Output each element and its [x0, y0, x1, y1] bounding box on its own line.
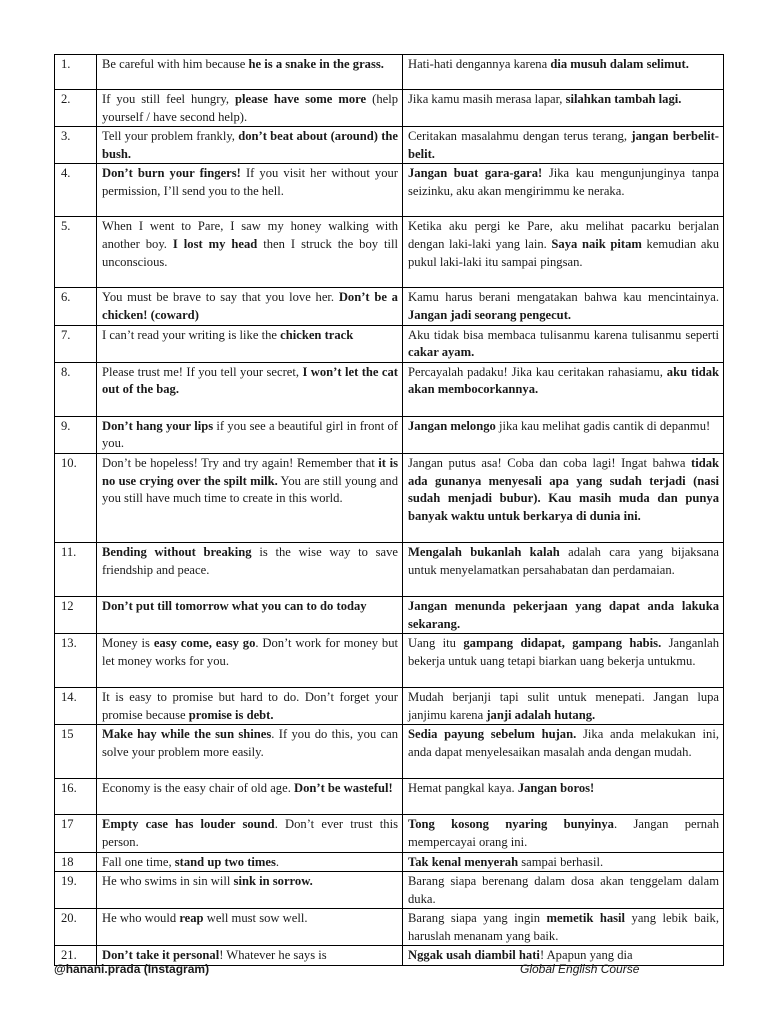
english-idiom-cell	[97, 55, 403, 90]
plain-text: Economy is the easy chair of old age.	[102, 781, 294, 796]
indonesian-translation-cell	[403, 127, 724, 164]
bold-idiom-phrase: Sedia payung sebelum hujan.	[408, 727, 577, 742]
bold-idiom-phrase: I lost my head	[172, 236, 258, 251]
row-number: 17	[55, 815, 97, 852]
table-row	[55, 909, 724, 946]
plain-text: Don’t be hopeless! Try and try again! Remember that	[102, 455, 379, 470]
indonesian-translation-cell	[403, 362, 724, 416]
table-row	[55, 779, 724, 815]
english-idiom-cell	[97, 725, 403, 779]
plain-text: When I went to Pare, I saw my honey walking with another boy.	[102, 219, 398, 251]
plain-text: ! Apapun yang dia	[539, 948, 633, 963]
table-row	[55, 288, 724, 325]
bold-idiom-phrase: Don’t burn your fingers!	[102, 166, 241, 181]
table-row	[55, 688, 724, 725]
row-number: 3.	[55, 127, 97, 164]
bold-idiom-phrase: please have some more	[235, 92, 367, 106]
plain-text: . Jangan pernah mempercayai orang ini.	[408, 817, 719, 849]
plain-text: Money is	[102, 636, 154, 651]
row-number: 14.	[55, 688, 97, 725]
indonesian-translation-cell	[403, 725, 724, 779]
indonesian-translation-cell	[403, 542, 724, 596]
bold-idiom-phrase: dia musuh dalam selimut.	[550, 57, 689, 71]
indonesian-translation-cell	[403, 852, 724, 872]
row-number: 19.	[55, 872, 97, 909]
plain-text: Please trust me! If you tell your secret,	[102, 364, 303, 379]
bold-idiom-phrase: Jangan buat gara-gara!	[408, 166, 543, 181]
plain-text: if you see a beautiful girl in front of you.	[102, 418, 398, 451]
page-footer	[54, 962, 714, 980]
indonesian-translation-cell	[403, 55, 724, 90]
table-row	[55, 164, 724, 217]
bold-idiom-phrase: don’t beat about (around) the bush.	[102, 129, 398, 161]
bold-idiom-phrase: silahkan tambah lagi.	[565, 92, 682, 106]
row-number: 8.	[55, 362, 97, 416]
indonesian-translation-cell	[403, 688, 724, 725]
english-idiom-cell	[97, 217, 403, 288]
plain-text: . If you do this, you can solve your problem more easily.	[102, 727, 398, 759]
indonesian-translation-cell	[403, 634, 724, 688]
bold-idiom-phrase: chicken track	[280, 327, 354, 342]
row-number: 16.	[55, 779, 97, 815]
table-row	[55, 325, 724, 362]
indonesian-translation-cell	[403, 217, 724, 288]
plain-text: adalah cara yang bijaksana untuk menyelamatkan persahabatan dan perdamaian.	[408, 544, 719, 577]
english-idiom-cell	[97, 779, 403, 815]
bold-idiom-phrase: Nggak usah diambil hati	[408, 948, 540, 963]
plain-text: You must be brave to say that you love her.	[102, 290, 339, 305]
plain-text: yang lebik baik, haruslah menanam yang baik.	[408, 911, 719, 943]
bold-idiom-phrase: reap	[179, 911, 204, 926]
bold-idiom-phrase: I won’t let the cat out of the bag.	[102, 364, 398, 397]
row-number: 11.	[55, 542, 97, 596]
english-idiom-cell	[97, 688, 403, 725]
plain-text: If you visit her without your permission, I’ll send you to the hell.	[102, 166, 399, 198]
row-number: 15	[55, 725, 97, 779]
plain-text: Aku tidak bisa membaca tulisanmu karena tulisanmu seperti	[408, 327, 719, 342]
english-idiom-cell	[97, 542, 403, 596]
plain-text: is the wise way to save friendship and peace.	[102, 544, 399, 577]
bold-idiom-phrase: aku tidak akan membocorkannya.	[408, 364, 719, 397]
table-row	[55, 453, 724, 542]
english-idiom-cell	[97, 596, 403, 633]
bold-idiom-phrase: Empty case has louder sound	[102, 817, 275, 832]
plain-text: He who would	[102, 911, 180, 926]
bold-idiom-phrase: promise is debt.	[188, 707, 274, 722]
plain-text: jika kau melihat gadis cantik di depanmu!	[495, 418, 711, 433]
plain-text: Tell your problem frankly,	[102, 129, 239, 144]
document-page	[54, 54, 720, 966]
plain-text: Janganlah bekerja untuk uang tetapi biarkan uang bekerja untukmu.	[408, 636, 720, 668]
plain-text: Hati-hati dengannya karena	[408, 57, 551, 71]
english-idiom-cell	[97, 453, 403, 542]
bold-idiom-phrase: Mengalah bukanlah kalah	[408, 544, 560, 559]
bold-idiom-phrase: tidak ada gunanya menyesali apa yang sudah terjadi (nasi sudah menjadi bubur). Kau masih muda dan punya banyak waktu untuk berkarya di dunia ini.	[408, 455, 719, 523]
plain-text: He who swims in sin will	[102, 874, 234, 889]
row-number: 1.	[55, 55, 97, 90]
plain-text: If you still feel hungry,	[102, 92, 236, 106]
table-row	[55, 127, 724, 164]
plain-text: Barang siapa berenang dalam dosa akan tenggelam dalam duka.	[408, 874, 719, 906]
plain-text: Jika kau mengunjunginya tanpa seizinku, aku akan mengirimmu ke neraka.	[408, 166, 719, 198]
plain-text: (help yourself / have second help).	[102, 92, 398, 124]
plain-text: . Don’t ever trust this person.	[102, 817, 398, 849]
indonesian-translation-cell	[403, 288, 724, 325]
plain-text: Be careful with him because	[102, 57, 249, 71]
english-idiom-cell	[97, 909, 403, 946]
table-row	[55, 362, 724, 416]
english-idiom-cell	[97, 288, 403, 325]
indonesian-translation-cell	[403, 909, 724, 946]
plain-text: Barang siapa yang ingin	[408, 911, 547, 926]
plain-text: Ceritakan masalahmu dengan terus terang,	[408, 129, 632, 144]
indonesian-translation-cell	[403, 325, 724, 362]
row-number: 5.	[55, 217, 97, 288]
plain-text: It is easy to promise but hard to do. Don’t forget your promise because	[102, 690, 398, 722]
table-row	[55, 815, 724, 852]
plain-text: .	[275, 854, 280, 869]
bold-idiom-phrase: Bending without breaking	[102, 544, 252, 559]
row-number: 7.	[55, 325, 97, 362]
row-number: 9.	[55, 416, 97, 453]
bold-idiom-phrase: Jangan melongo	[408, 418, 496, 433]
indonesian-translation-cell	[403, 90, 724, 127]
row-number: 13.	[55, 634, 97, 688]
plain-text: well must sow well.	[203, 911, 308, 926]
indonesian-translation-cell	[403, 815, 724, 852]
english-idiom-cell	[97, 416, 403, 453]
plain-text: Jika anda melakukan ini, anda dapat menyelesaikan masalah anda dengan mudah.	[408, 727, 719, 759]
plain-text: kemudian aku pukul laki-laki itu sampai pingsan.	[408, 236, 719, 269]
plain-text: Uang itu	[408, 636, 464, 651]
row-number: 21.	[55, 946, 97, 966]
bold-idiom-phrase: Tong kosong nyaring bunyinya	[408, 817, 614, 832]
table-row	[55, 596, 724, 633]
bold-idiom-phrase: gampang didapat, gampang habis.	[463, 636, 662, 651]
row-number: 20.	[55, 909, 97, 946]
plain-text: I can’t read your writing is like the	[102, 327, 281, 342]
table-row	[55, 55, 724, 90]
idiom-table	[54, 54, 724, 966]
bold-idiom-phrase: Tak kenal menyerah	[408, 854, 519, 869]
bold-idiom-phrase: Don’t hang your lips	[102, 418, 214, 433]
indonesian-translation-cell	[403, 779, 724, 815]
bold-idiom-phrase: Jangan menunda pekerjaan yang dapat anda lakuka sekarang.	[408, 598, 719, 631]
bold-idiom-phrase: Jangan jadi seorang pengecut.	[408, 307, 572, 322]
table-row	[55, 852, 724, 872]
plain-text: sampai berhasil.	[518, 854, 604, 869]
row-number: 6.	[55, 288, 97, 325]
table-row	[55, 416, 724, 453]
row-number: 10.	[55, 453, 97, 542]
indonesian-translation-cell	[403, 416, 724, 453]
english-idiom-cell	[97, 815, 403, 852]
table-row	[55, 217, 724, 288]
row-number: 18	[55, 852, 97, 872]
table-row	[55, 90, 724, 127]
plain-text: Kamu harus berani mengatakan bahwa kau mencintainya.	[408, 290, 719, 305]
table-row	[55, 542, 724, 596]
footer-instagram-handle: @hanani.prada (Instagram)	[54, 962, 210, 976]
bold-idiom-phrase: Saya naik pitam	[551, 236, 642, 251]
plain-text: Fall one time,	[102, 854, 175, 869]
english-idiom-cell	[97, 852, 403, 872]
table-row	[55, 872, 724, 909]
plain-text: Percayalah padaku! Jika kau ceritakan rahasiamu,	[408, 364, 667, 379]
bold-idiom-phrase: he is a snake in the grass.	[248, 57, 384, 71]
bold-idiom-phrase: easy come, easy go	[153, 636, 256, 651]
english-idiom-cell	[97, 362, 403, 416]
bold-idiom-phrase: sink in sorrow.	[233, 874, 313, 889]
bold-idiom-phrase: cakar ayam.	[408, 345, 475, 360]
bold-idiom-phrase: Don’t be wasteful!	[294, 781, 393, 796]
bold-idiom-phrase: Don’t be a chicken! (coward)	[102, 290, 398, 322]
indonesian-translation-cell	[403, 453, 724, 542]
plain-text: then I struck the boy till unconscious.	[102, 236, 399, 269]
english-idiom-cell	[97, 90, 403, 127]
indonesian-translation-cell	[403, 596, 724, 633]
plain-text: Mudah berjanji tapi sulit untuk menepati. Jangan lupa janjimu karena	[408, 690, 719, 722]
bold-idiom-phrase: Don’t take it personal	[102, 948, 220, 963]
english-idiom-cell	[97, 872, 403, 909]
bold-idiom-phrase: stand up two times	[174, 854, 276, 869]
row-number: 12	[55, 596, 97, 633]
english-idiom-cell	[97, 127, 403, 164]
bold-idiom-phrase: Jangan boros!	[517, 781, 595, 796]
bold-idiom-phrase: it is no use crying over the spilt milk.	[102, 455, 398, 488]
bold-idiom-phrase: janji adalah hutang.	[486, 707, 596, 722]
plain-text: Hemat pangkal kaya.	[408, 781, 518, 796]
indonesian-translation-cell	[403, 872, 724, 909]
english-idiom-cell	[97, 325, 403, 362]
table-row	[55, 634, 724, 688]
row-number: 4.	[55, 164, 97, 217]
bold-idiom-phrase: jangan berbelit-belit.	[408, 129, 720, 161]
bold-idiom-phrase: memetik hasil	[546, 911, 626, 926]
plain-text: Jangan putus asa! Coba dan coba lagi! Ingat bahwa	[408, 455, 691, 470]
plain-text: ! Whatever he says is	[219, 948, 327, 963]
table-row	[55, 725, 724, 779]
plain-text: . Don’t work for money but let money works for you.	[102, 636, 399, 668]
footer-course-name: Global English Course	[520, 962, 640, 976]
plain-text: Jika kamu masih merasa lapar,	[408, 92, 566, 106]
english-idiom-cell	[97, 164, 403, 217]
bold-idiom-phrase: Make hay while the sun shines	[102, 727, 272, 742]
english-idiom-cell	[97, 634, 403, 688]
bold-idiom-phrase: Don’t put till tomorrow what you can to do today	[102, 598, 367, 613]
plain-text: You are still young and you still have much time to create in this world.	[102, 473, 398, 506]
plain-text: Ketika aku pergi ke Pare, aku melihat pacarku berjalan dengan laki-laki yang lain.	[408, 219, 719, 251]
row-number: 2.	[55, 90, 97, 127]
idiom-table-body	[55, 55, 724, 966]
indonesian-translation-cell	[403, 164, 724, 217]
